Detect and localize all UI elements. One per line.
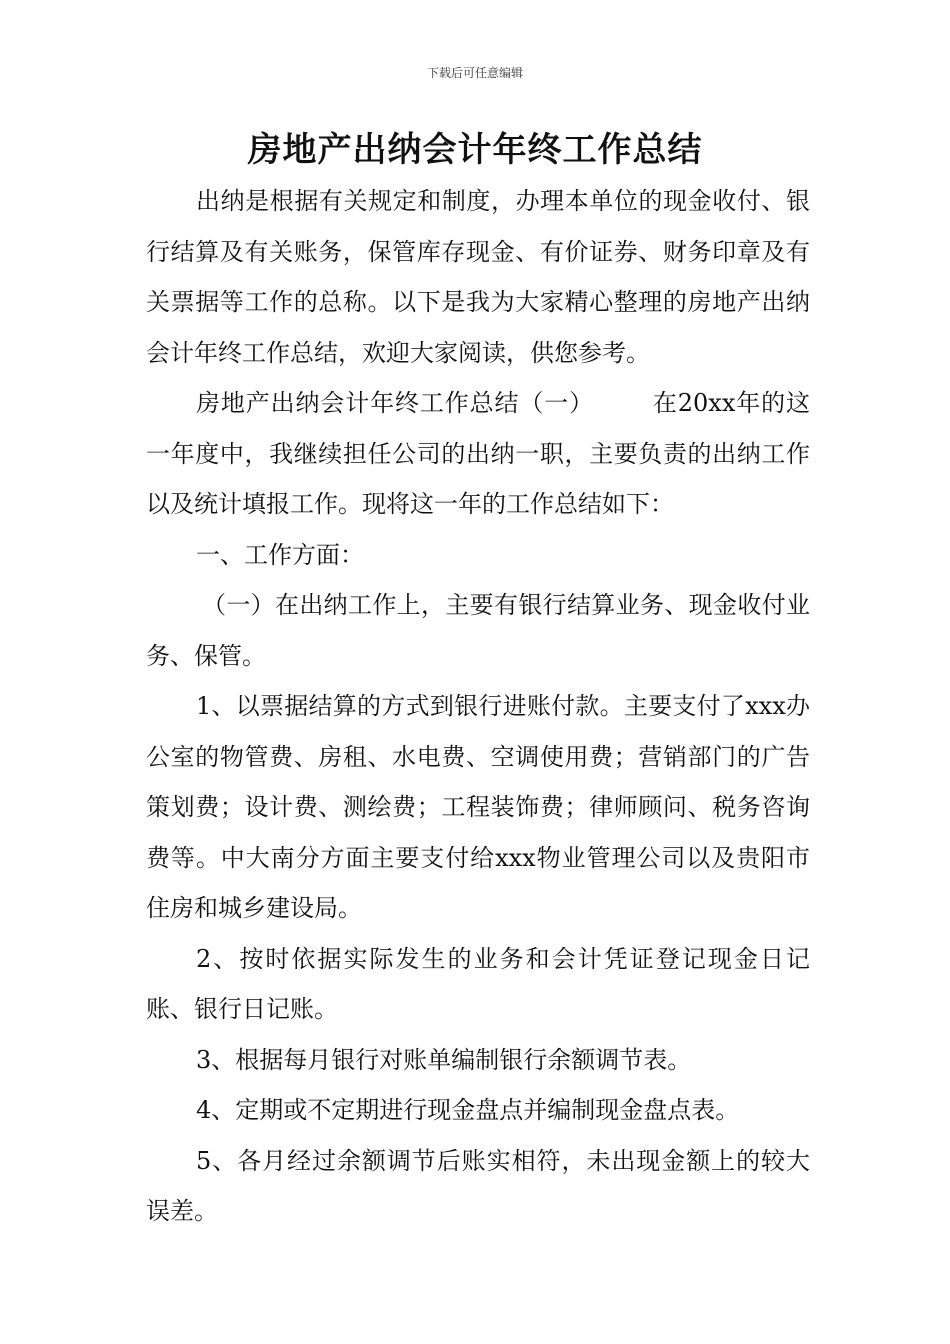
section-text: 在20xx年的这一年度中，我继续担任公司的出纳一职，主要负责的出纳工作以及统计填报工作。现将这一年的工作总结如下： [146,389,811,518]
list-item: 3、根据每月银行对账单编制银行余额调节表。 [196,1045,692,1074]
section-heading: 房地产出纳会计年终工作总结（一） [196,389,595,417]
document-body [146,176,810,1237]
list-item: 5、各月经过余额调节后账实相符，未出现金额上的较大误差。 [146,1146,810,1225]
header-note: 下载后可任意编辑 [426,66,523,80]
list-item: 1、以票据结算的方式到银行进账付款。主要支付了xxx办公室的物管费、房租、水电费、空调使用费；营销部门的广告策划费；设计费、测绘费；工程装饰费；律师顾问、税务咨询费等。中大南分方面主要支付给xxx物业管理公司以及贵阳市住房和城乡建设局。 [146,692,810,922]
part-heading: 一、工作方面： [196,540,364,569]
section-paragraph [146,378,810,530]
document-title: 房地产出纳会计年终工作总结 [247,130,703,170]
sub-heading: （一）在出纳工作上，主要有银行结算业务、现金收付业务、保管。 [146,591,810,670]
list-item: 2、按时依据实际发生的业务和会计凭证登记现金日记账、银行日记账。 [146,944,810,1023]
intro-paragraph: 出纳是根据有关规定和制度，办理本单位的现金收付、银行结算及有关账务，保管库存现金、有价证券、财务印章及有关票据等工作的总称。以下是我为大家精心整理的房地产出纳会计年终工作总结，欢迎大家阅读，供您参考。 [146,187,810,367]
list-item: 4、定期或不定期进行现金盘点并编制现金盘点表。 [196,1096,740,1124]
